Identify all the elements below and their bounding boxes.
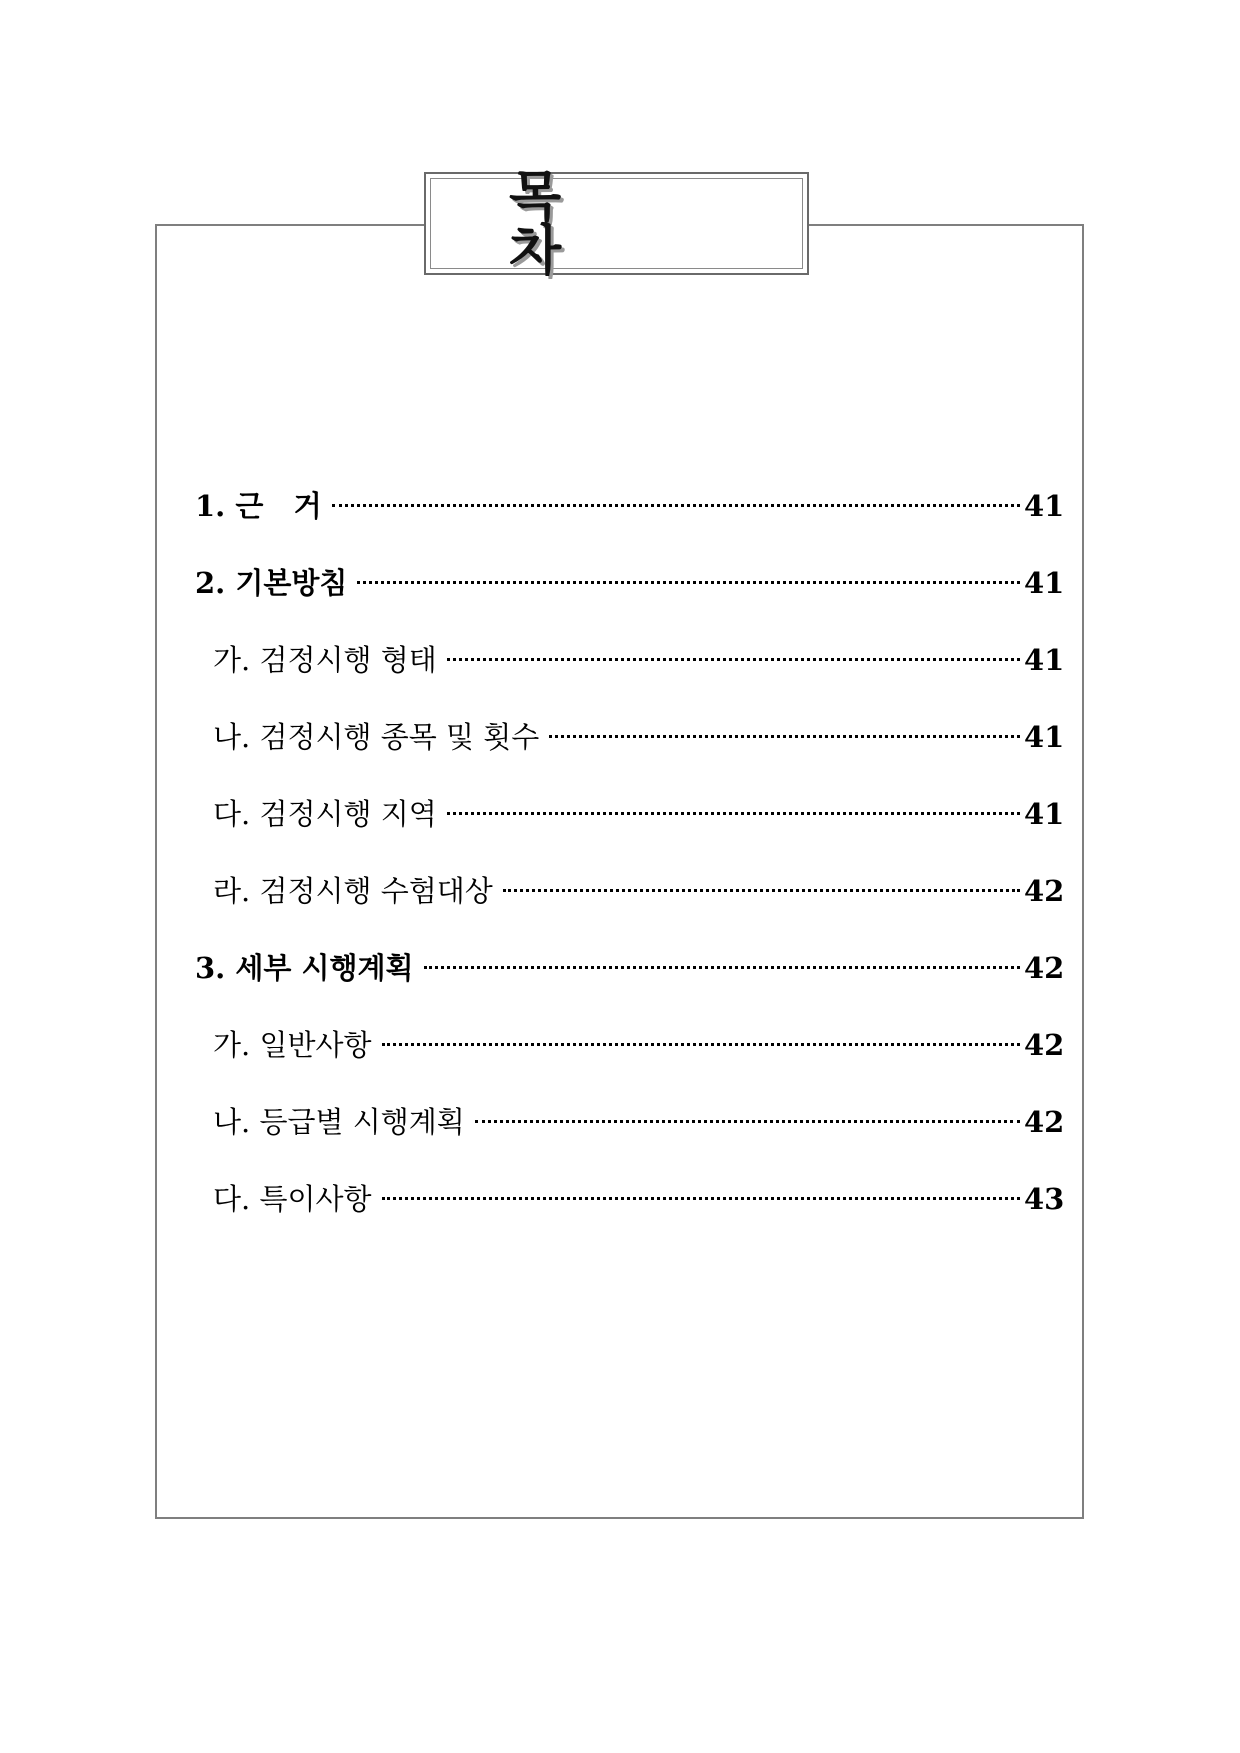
toc-entry[interactable] [195,717,1065,794]
toc-entry[interactable] [195,486,1065,563]
toc-entry[interactable] [195,948,1065,1025]
toc-entry-label: 가. 일반사항 [213,1028,372,1062]
toc-entry-label: 라. 검정시행 수험대상 [213,874,493,908]
toc-entry[interactable] [195,1102,1065,1179]
toc-entry[interactable] [195,1025,1065,1102]
toc-entry-label: 가. 검정시행 형태 [213,643,437,677]
dot-leader [549,735,1020,738]
toc-entry-label: 1. 근 거 [195,489,322,523]
toc-entry[interactable] [195,871,1065,948]
toc-entry-page: 41 [1024,643,1065,677]
page-title: 목 차 [509,164,640,282]
table-of-contents [195,486,1065,1256]
toc-entry-page: 41 [1024,566,1065,600]
toc-entry-page: 43 [1024,1182,1065,1216]
toc-entry[interactable] [195,794,1065,871]
toc-entry-page: 41 [1024,797,1065,831]
dot-leader [382,1197,1020,1200]
toc-entry-page: 41 [1024,489,1065,523]
title-inner-border [430,164,803,282]
toc-entry[interactable] [195,563,1065,640]
toc-entry[interactable] [195,1179,1065,1256]
toc-entry-label: 다. 특이사항 [213,1182,372,1216]
dot-leader [447,812,1020,815]
dot-leader [357,581,1020,584]
title-box [424,164,809,282]
dot-leader [503,889,1020,892]
toc-entry-label: 다. 검정시행 지역 [213,797,437,831]
toc-entry-page: 42 [1024,1105,1065,1139]
dot-leader [424,966,1020,969]
toc-entry-page: 42 [1024,951,1065,985]
toc-entry-label: 3. 세부 시행계획 [195,951,414,985]
toc-entry-page: 42 [1024,1028,1065,1062]
toc-entry-page: 42 [1024,874,1065,908]
dot-leader [447,658,1020,661]
toc-entry-label: 나. 등급별 시행계획 [213,1105,465,1139]
toc-entry-label: 나. 검정시행 종목 및 횟수 [213,720,540,754]
dot-leader [475,1120,1020,1123]
toc-entry-label: 2. 기본방침 [195,566,348,600]
toc-entry[interactable] [195,640,1065,717]
dot-leader [382,1043,1020,1046]
toc-entry-page: 41 [1024,720,1065,754]
dot-leader [332,504,1020,507]
